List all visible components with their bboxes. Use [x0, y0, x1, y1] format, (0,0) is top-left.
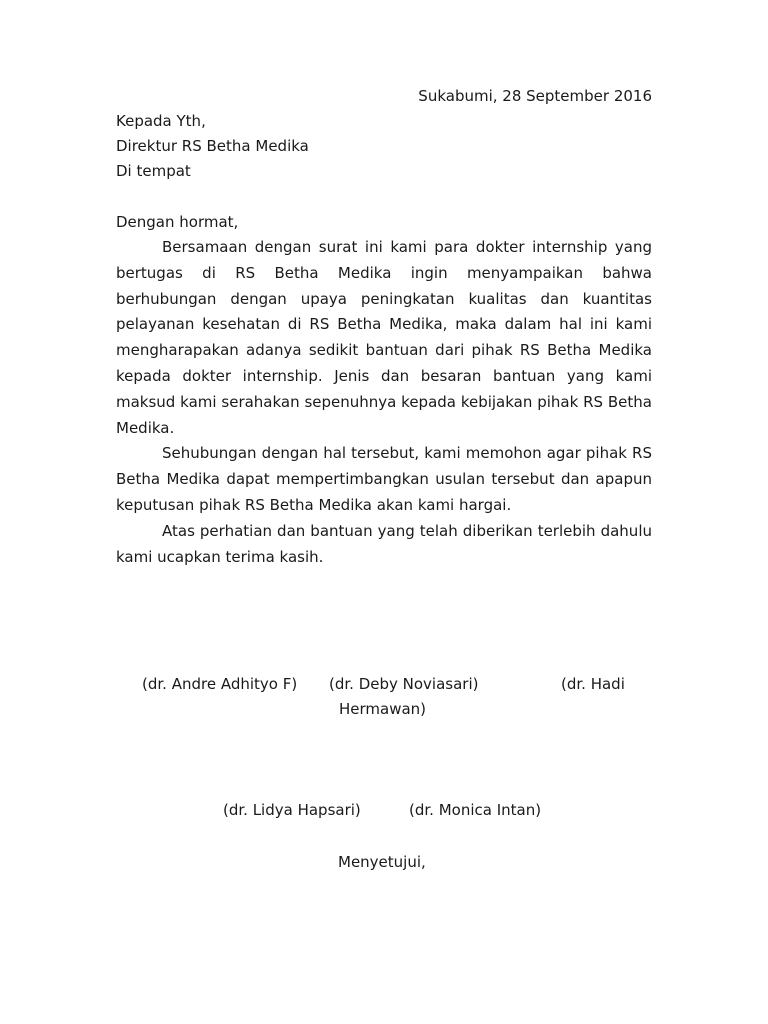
body-paragraph: Atas perhatian dan bantuan yang telah diberikan terlebih dahulu kami ucapkan terima kasih.: [116, 521, 652, 566]
signature-deby: (dr. Deby Noviasari): [329, 675, 479, 693]
body-paragraph: Bersamaan dengan surat ini kami para dokter internship yang bertugas di RS Betha Medika ingin menyampaikan bahwa berhubungan dengan upaya peningkatan kualitas dan kuantitas pelayanan kesehatan di RS Betha Medika, maka dalam hal ini kami mengharapakan adanya sedikit bantuan dari pihak RS Betha Medika kepada dokter internship. Jenis dan besaran bantuan yang kami maksud kami serahakan sepenuhnya kepada kebijakan pihak RS Betha Medika.: [116, 238, 652, 437]
letter-date: Sukabumi, 28 September 2016: [418, 87, 652, 105]
letter-body: [116, 235, 652, 570]
recipient-greeting: Kepada Yth,: [116, 112, 206, 130]
approval-label: Menyetujui,: [338, 853, 426, 871]
signature-monica: (dr. Monica Intan): [409, 801, 542, 819]
signature-hadi: (dr. Hadi: [561, 675, 625, 693]
signature-lidya: (dr. Lidya Hapsari): [223, 801, 361, 819]
recipient-block: [116, 109, 309, 184]
body-paragraph: Sehubungan dengan hal tersebut, kami memohon agar pihak RS Betha Medika dapat mempertimbangkan usulan tersebut dan apapun keputusan pihak RS Betha Medika akan kami hargai.: [116, 444, 652, 514]
recipient-name: Direktur RS Betha Medika: [116, 137, 309, 155]
signature-andre: (dr. Andre Adhityo F): [142, 675, 298, 693]
salutation: Dengan hormat,: [116, 213, 239, 231]
signature-hadi-continued: Hermawan): [339, 700, 427, 718]
recipient-place: Di tempat: [116, 162, 191, 180]
